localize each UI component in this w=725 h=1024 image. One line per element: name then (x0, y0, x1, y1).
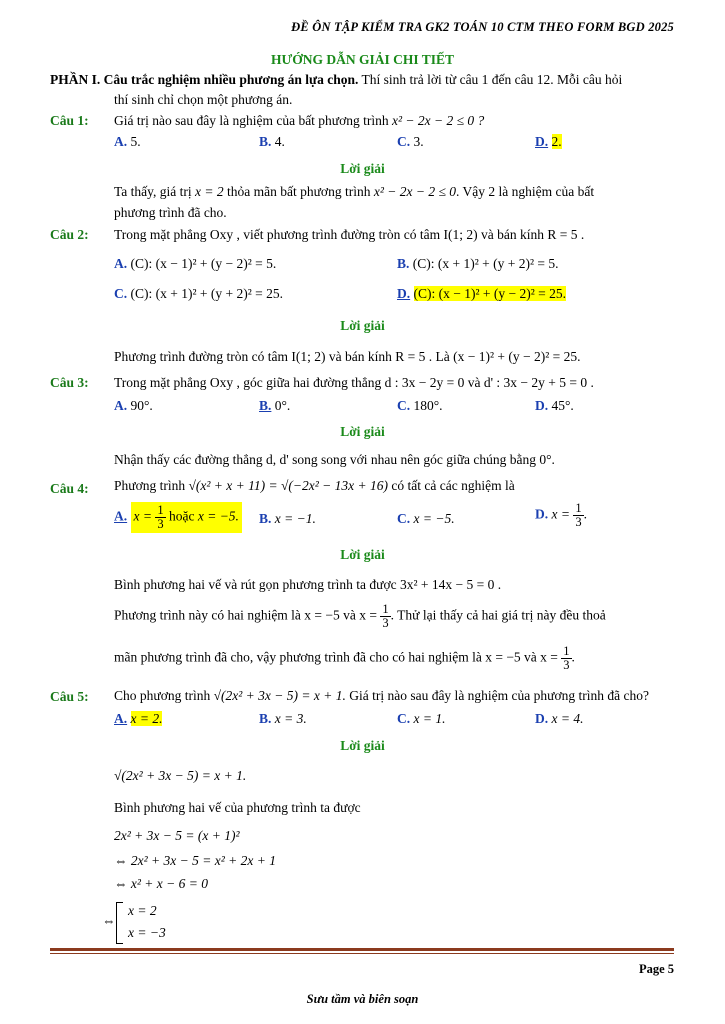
section-title: HƯỚNG DẪN GIẢI CHI TIẾT (270, 52, 455, 67)
page-number: Page 5 (638, 962, 674, 976)
q4-a-or: hoặc (168, 508, 195, 524)
q1-solution-line1 (114, 184, 594, 200)
option-b-label: B. (259, 711, 272, 726)
q4-label: Câu 4: (50, 481, 89, 496)
q4-sol2-den: 3 (382, 616, 389, 631)
option-a-label: A. (114, 256, 128, 271)
q5-solution-label: Lời giải (340, 738, 385, 753)
q1-sol1c: thỏa mãn bất phương trình (227, 184, 371, 199)
q2-d-text: (C): (x − 1)² + (y − 2)² = 25. (413, 286, 567, 301)
q1-sol1b: x = 2 (195, 184, 224, 199)
option-a-label: A. (114, 711, 128, 726)
q5-sol-eq (114, 768, 246, 784)
q5-b-text: x = 3. (274, 711, 307, 726)
q4-solution-line3: mãn phương trình đã cho, vậy phương trình đã cho có hai nghiệm là x = −5 và x = $\frac{1}{3}$ . (114, 644, 575, 673)
option-c-label: C. (397, 134, 411, 149)
q5-step4-arrow: ⇔ (102, 913, 116, 928)
q5-step4b-text: x = −3 (128, 925, 166, 940)
q4-sol2-fraction (380, 603, 390, 630)
option-c-label: C. (397, 711, 411, 726)
part1-heading: Câu trắc nghiệm nhiều phương án lựa chọn. (103, 72, 359, 87)
q5-option-d[interactable] (535, 711, 583, 727)
q4-d-fraction (573, 502, 583, 529)
q5-d-text: x = 4. (551, 711, 584, 726)
q4-a-num: 1 (157, 503, 164, 517)
part1-label: PHẦN I. (50, 72, 101, 87)
q1-option-d[interactable] (535, 134, 562, 150)
q4-option-b[interactable] (259, 511, 316, 527)
q4-option-c[interactable] (397, 511, 455, 527)
q4-text1: Phương trình (114, 478, 186, 493)
option-d-label: D. (397, 286, 411, 301)
q4-sol3-num: 1 (563, 644, 570, 658)
part1-text: Thí sinh trả lời từ câu 1 đến câu 12. Mỗi câu hỏi (361, 72, 623, 87)
option-c-label: C. (397, 398, 411, 413)
q1-b-text: 4. (274, 134, 285, 149)
q5-step3-text: ⇔ x² + x − 6 = 0 (114, 876, 208, 891)
solution-bracket (116, 902, 123, 944)
q1-solution-label: Lời giải (340, 161, 385, 176)
q5-step2-text: ⇔ 2x² + 3x − 5 = x² + 2x + 1 (114, 853, 276, 868)
q5-step4b (128, 925, 166, 941)
q1-c-text: 3. (413, 134, 424, 149)
footer-rule-thin (50, 953, 674, 954)
footer-credit: Sưu tầm và biên soạn (306, 992, 419, 1006)
option-d-label: D. (535, 506, 549, 522)
q1-d-text: 2. (551, 134, 562, 149)
option-b-label: B. (259, 398, 272, 413)
q5-question (114, 688, 649, 704)
q4-a-pre: x = (133, 508, 152, 524)
q2-c-text: (C): (x + 1)² + (y + 2)² = 25. (130, 286, 284, 301)
option-a-label: A. (114, 398, 128, 413)
q1-sol1d: x² − 2x − 2 ≤ 0 (373, 184, 456, 199)
q3-b-text: 0°. (274, 398, 291, 413)
q4-a-den: 3 (157, 517, 164, 532)
q1-sol1e: . Vậy 2 là nghiệm của bất (456, 184, 595, 199)
q4-question (114, 478, 515, 494)
q1-option-b[interactable] (259, 134, 285, 150)
q4-a-answer (131, 502, 242, 533)
q4-sol2-num: 1 (382, 602, 389, 616)
q5-step2 (114, 853, 276, 869)
q5-step1 (114, 828, 240, 844)
q4-expr: √(x² + x + 11) = √(−2x² − 13x + 16) (188, 478, 388, 493)
q2-a-text: (C): (x − 1)² + (y − 2)² = 5. (130, 256, 277, 271)
option-a-label: A. (114, 134, 128, 149)
q5-step4a (128, 903, 157, 919)
q2-option-d[interactable] (397, 286, 566, 302)
q1-option-a[interactable] (114, 134, 141, 150)
q2-solution: Phương trình đường tròn có tâm I(1; 2) và bán kính R = 5 . Là (x − 1)² + (y − 2)² = 25. (114, 349, 581, 364)
q3-solution-label: Lời giải (340, 424, 385, 439)
q4-sol3-fraction (561, 645, 571, 672)
option-c-label: C. (114, 286, 128, 301)
q2-label: Câu 2: (50, 227, 89, 242)
q4-d-pre: x = (551, 506, 570, 522)
q5-text2: Giá trị nào sau đây là nghiệm của phương trình đã cho? (349, 688, 649, 703)
q1-label: Câu 1: (50, 113, 89, 128)
q2-option-a[interactable] (114, 256, 276, 272)
q5-a-text: x = 2. (130, 711, 163, 726)
q4-sol3-den: 3 (563, 658, 570, 673)
option-b-label: B. (259, 134, 272, 149)
q4-sol3a: mãn phương trình đã cho, vậy phương trình đã cho có hai nghiệm là x = −5 và x = (114, 649, 558, 665)
q5-option-b[interactable] (259, 711, 307, 727)
option-c-label: C. (397, 511, 411, 526)
q5-option-c[interactable] (397, 711, 445, 727)
q5-expr: √(2x² + 3x − 5) = x + 1. (213, 688, 346, 703)
part1-intro (50, 72, 622, 88)
option-d-label: D. (535, 711, 549, 726)
q5-text1: Cho phương trình (114, 688, 211, 703)
q2-b-text: (C): (x + 1)² + (y + 2)² = 5. (412, 256, 559, 271)
q4-d-num: 1 (575, 501, 582, 515)
q4-text2: có tất cả các nghiệm là (391, 478, 515, 493)
q3-option-c[interactable] (397, 398, 443, 414)
q5-c-text: x = 1. (413, 711, 446, 726)
q3-c-text: 180°. (413, 398, 443, 413)
q5-option-a[interactable] (114, 711, 162, 727)
document-header: ĐỀ ÔN TẬP KIỂM TRA GK2 TOÁN 10 CTM THEO FORM BGD 2025 (291, 20, 674, 34)
q3-option-b[interactable] (259, 398, 290, 414)
option-a-label: A. (114, 508, 128, 524)
q3-solution: Nhận thấy các đường thẳng d, d' song song với nhau nên góc giữa chúng bằng 0°. (114, 452, 555, 467)
q2-option-b[interactable] (397, 256, 559, 272)
q4-solution-line2 (114, 603, 606, 630)
q5-step4a-text: x = 2 (128, 903, 157, 918)
q4-option-d[interactable]: D. x = $\frac{1}{3}$ . (535, 501, 587, 530)
option-b-label: B. (397, 256, 410, 271)
q4-a-post: x = −5. (197, 508, 239, 524)
q3-text: Trong mặt phẳng Oxy , góc giữa hai đường thẳng d : 3x − 2y = 0 và d' : 3x − 2y + 5 = 0 . (114, 375, 594, 390)
q1-question (114, 113, 484, 129)
option-d-label: D. (535, 398, 549, 413)
q3-d-text: 45°. (551, 398, 574, 413)
footer-rule-thick (50, 948, 674, 951)
q5-sol-eq-text: √(2x² + 3x − 5) = x + 1. (114, 768, 247, 783)
q4-sol2a: Phương trình này có hai nghiệm là x = −5 và x = (114, 607, 378, 623)
q4-b-text: x = −1. (274, 511, 316, 526)
q5-sol-text: Bình phương hai vế của phương trình ta được (114, 800, 361, 815)
q1-text: Giá trị nào sau đây là nghiệm của bất phương trình (114, 113, 389, 128)
option-b-label: B. (259, 511, 272, 526)
q5-step3 (114, 876, 208, 892)
q1-sol1: Ta thấy, giá trị (114, 184, 192, 199)
q3-option-a[interactable] (114, 398, 153, 414)
q3-label: Câu 3: (50, 375, 89, 390)
q1-expr: x² − 2x − 2 ≤ 0 ? (392, 113, 485, 128)
q5-label: Câu 5: (50, 689, 89, 704)
q1-a-text: 5. (130, 134, 141, 149)
q4-sol2b: . Thử lại thấy cả hai giá trị này đều thoả (390, 607, 606, 623)
option-d-label: D. (535, 134, 549, 149)
q2-text: Trong mặt phẳng Oxy , viết phương trình đường tròn có tâm I(1; 2) và bán kính R = 5 . (114, 227, 585, 242)
q4-c-text: x = −5. (413, 511, 455, 526)
q5-step1-text: 2x² + 3x − 5 = (x + 1)² (114, 828, 240, 843)
q3-a-text: 90°. (130, 398, 153, 413)
q4-solution-line1: Bình phương hai vế và rút gọn phương trình ta được 3x² + 14x − 5 = 0 . (114, 577, 502, 592)
q1-option-c[interactable] (397, 134, 424, 150)
q1-solution-line2: phương trình đã cho. (114, 205, 227, 220)
q4-solution-label: Lời giải (340, 547, 385, 562)
q2-option-c[interactable] (114, 286, 283, 302)
q4-a-fraction (155, 504, 165, 531)
q4-option-a[interactable] (114, 502, 242, 533)
q4-d-den: 3 (575, 515, 582, 530)
q2-solution-label: Lời giải (340, 318, 385, 333)
q3-option-d[interactable] (535, 398, 574, 414)
part1-text2: thí sinh chỉ chọn một phương án. (114, 92, 293, 107)
